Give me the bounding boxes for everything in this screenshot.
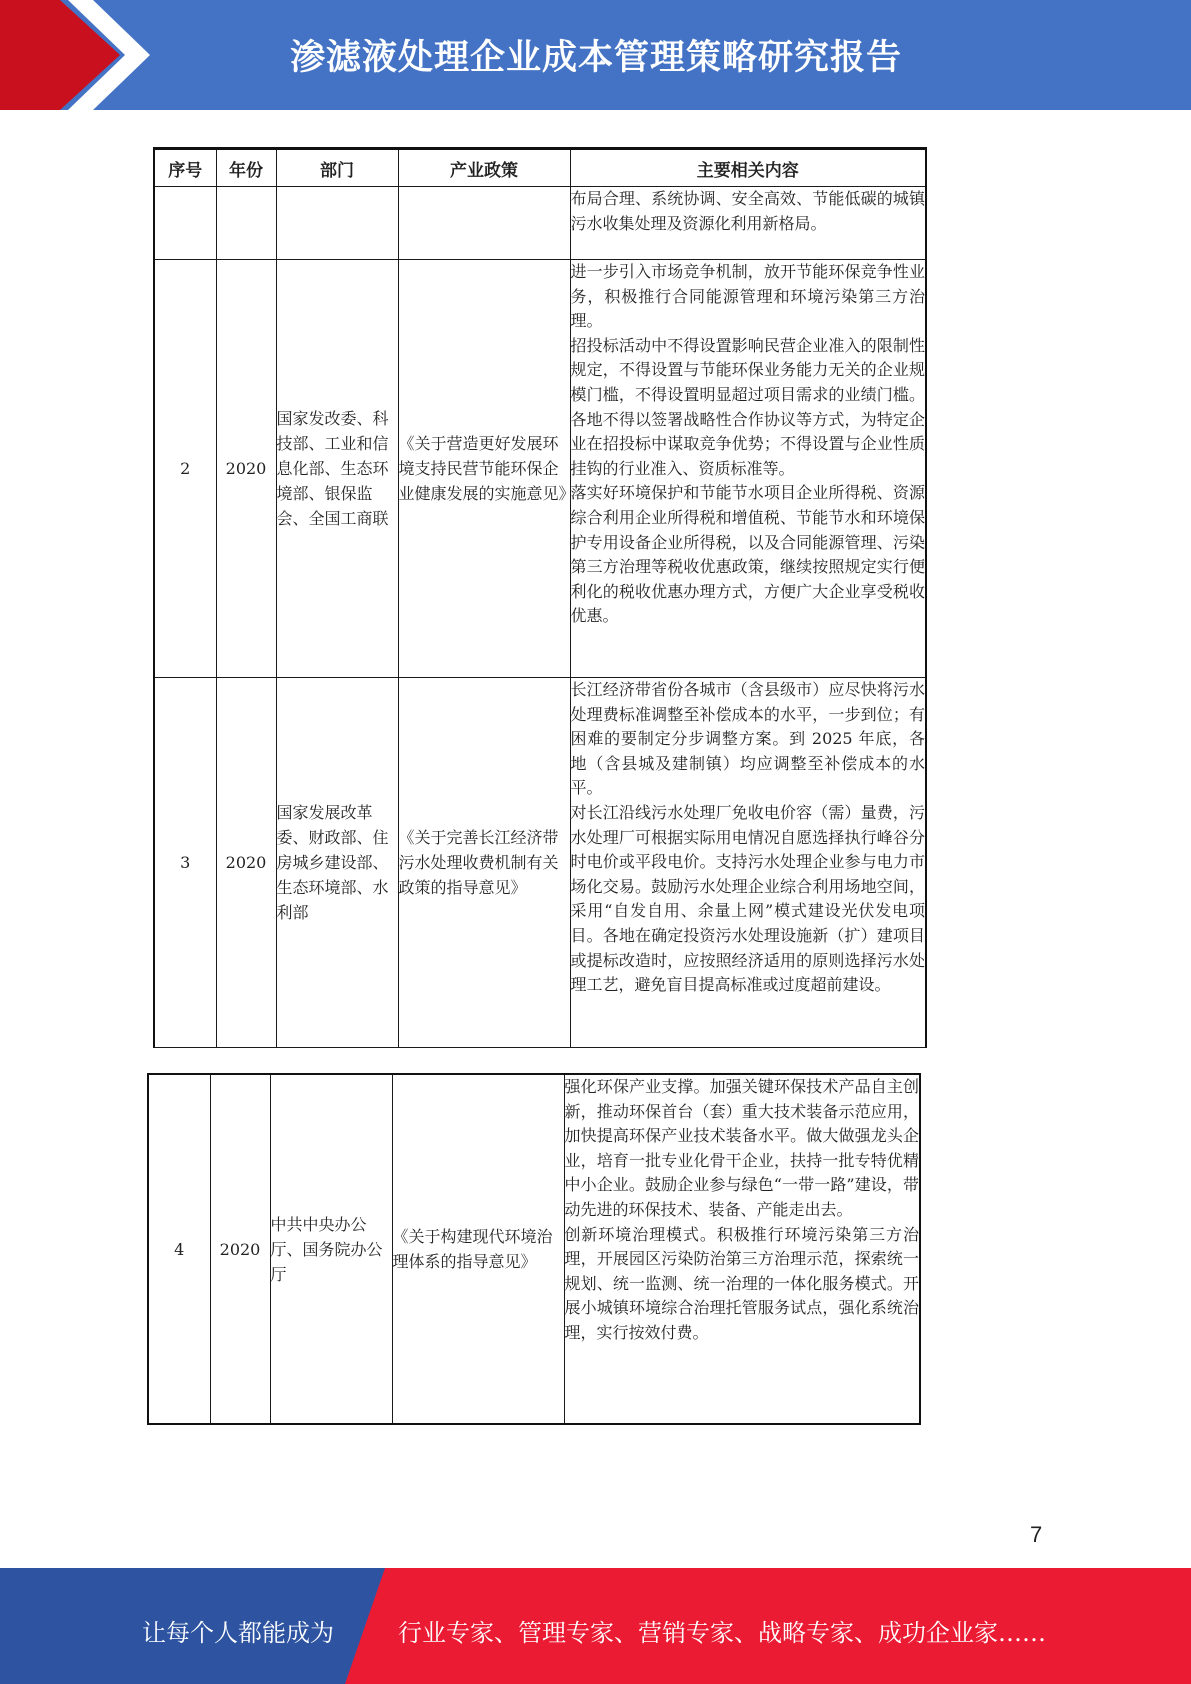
- content-paragraph: 进一步引入市场竞争机制，放开节能环保竞争性业务，积极推行合同能源管理和环境污染第三方治理。: [570, 262, 925, 331]
- row-number: 4: [148, 1074, 210, 1424]
- column-header-policy: 产业政策: [398, 149, 570, 187]
- row-number: 3: [154, 678, 216, 1048]
- row-year: 2020: [210, 1074, 270, 1424]
- report-title: 渗滤液处理企业成本管理策略研究报告: [290, 38, 903, 78]
- column-header-year: 年份: [216, 149, 276, 187]
- row-policy: 《关于营造更好发展环境支持民营节能环保企业健康发展的实施意见》: [398, 260, 570, 678]
- table-row: [154, 187, 926, 260]
- content-paragraph: 创新环境治理模式。积极推行环境污染第三方治理，开展园区污染防治第三方治理示范，探索统一规划、统一监测、统一治理的一体化服务模式。开展小城镇环境综合治理托管服务试点，强化系统治理，实行按效付费。: [564, 1224, 919, 1342]
- page-header: [0, 0, 1191, 110]
- table-row: [154, 678, 926, 1048]
- table-row: [148, 1074, 920, 1424]
- footer-slogan-left: 让每个人都能成为: [142, 1619, 334, 1647]
- row-content: [564, 1074, 920, 1424]
- row-number: 2: [154, 260, 216, 678]
- row-policy: 《关于构建现代环境治理体系的指导意见》: [392, 1074, 564, 1424]
- footer-slogan-right: 行业专家、管理专家、营销专家、战略专家、成功企业家……: [398, 1619, 1046, 1647]
- row-content: [570, 187, 926, 260]
- row-department: 国家发改委、科技部、工业和信息化部、生态环境部、银保监会、全国工商联: [276, 260, 398, 678]
- content-paragraph: 布局合理、系统协调、安全高效、节能低碳的城镇污水收集处理及资源化利用新格局。: [570, 189, 925, 233]
- content-paragraph: 强化环保产业支撑。加强关键环保技术产品自主创新，推动环保首台（套）重大技术装备示范应用，加快提高环保产业技术装备水平。做大做强龙头企业，培育一批专业化骨干企业，扶持一批专特优精中小企业。鼓励企业参与绿色“一带一路”建设，带动先进的环保技术、装备、产能走出去。: [564, 1077, 919, 1219]
- policy-table-part-2: [147, 1073, 921, 1425]
- row-department: 国家发展改革委、财政部、住房城乡建设部、生态环境部、水利部: [276, 678, 398, 1048]
- content-paragraph: 对长江沿线污水处理厂免收电价容（需）量费，污水处理厂可根据实际用电情况自愿选择执行峰谷分时电价或平段电价。支持污水处理企业参与电力市场化交易。鼓励污水处理企业综合利用场地空间，采用“自发自用、余量上网”模式建设光伏发电项目。各地在确定投资污水处理设施新（扩）建项目或提标改造时，应按照经济适用的原则选择污水处理工艺，避免盲目提高标准或过度超前建设。: [570, 802, 925, 995]
- content-paragraph: 落实好环境保护和节能节水项目企业所得税、资源综合利用企业所得税和增值税、节能节水和环境保护专用设备企业所得税，以及合同能源管理、污染第三方治理等税收优惠政策，继续按照规定实行便利化的税收优惠办理方式，方便广大企业享受税收优惠。: [570, 483, 925, 626]
- column-header-no: 序号: [154, 149, 216, 187]
- row-policy: 《关于完善长江经济带污水处理收费机制有关政策的指导意见》: [398, 678, 570, 1048]
- table-header-row: [154, 149, 926, 187]
- column-header-department: 部门: [276, 149, 398, 187]
- row-department: 中共中央办公厅、国务院办公厅: [270, 1074, 392, 1424]
- page-number: 7: [1030, 1522, 1043, 1547]
- content-paragraph: 长江经济带省份各城市（含县级市）应尽快将污水处理费标准调整至补偿成本的水平，一步到位；有困难的要制定分步调整方案。到 2025 年底，各地（含县城及建制镇）均应调整至补偿成本的水平。: [570, 680, 925, 798]
- row-content: [570, 678, 926, 1048]
- policy-table-part-1: [153, 147, 927, 1048]
- content-paragraph: 招投标活动中不得设置影响民营企业准入的限制性规定，不得设置与节能环保业务能力无关的企业规模门槛，不得设置明显超过项目需求的业绩门槛。各地不得以签署战略性合作协议等方式，为特定企业在招投标中谋取竞争优势；不得设置与企业性质挂钩的行业准入、资质标准等。: [570, 335, 925, 478]
- column-header-content: 主要相关内容: [570, 149, 926, 187]
- row-year: 2020: [216, 678, 276, 1048]
- row-content: [570, 260, 926, 678]
- row-year: 2020: [216, 260, 276, 678]
- table-row: [154, 260, 926, 678]
